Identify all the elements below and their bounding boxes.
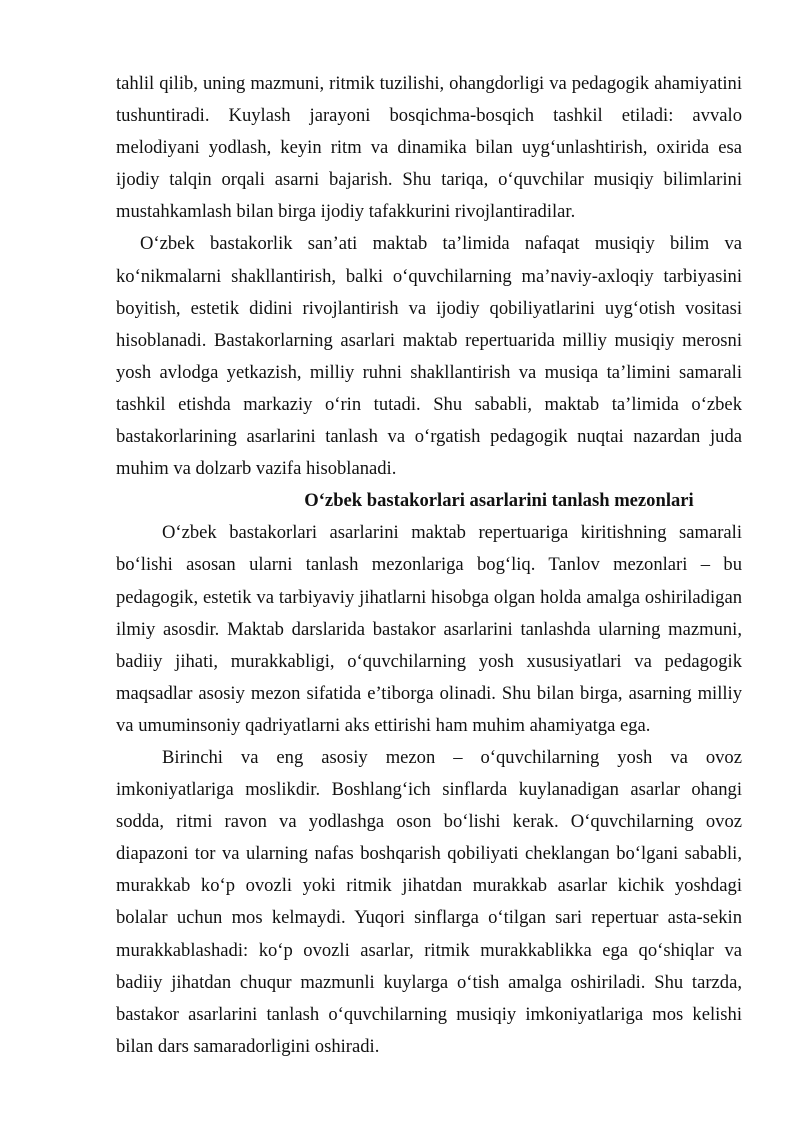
paragraph-birinchi-mezon: Birinchi va eng asosiy mezon – o‘quvchilarning yosh va ovoz imkoniyatlariga moslikdir. Boshlang‘ich sinflarda kuylanadigan asarlar ohangi sodda, ritmi ravon va yodlashga oson bo‘lishi kerak. O‘quvchilarning ovoz diapazoni tor va ularning nafas boshqarish qobiliyati cheklangan bo‘lgani sababli, murakkab ko‘p ovozli yoki ritmik jihatdan murakkab asarlar kichik yoshdagi bolalar uchun mos kelmaydi. Yuqori sinflarga o‘tilgan sari repertuar asta-sekin murakkablashadi: ko‘p ovozli asarlar, ritmik murakkablikka ega qo‘shiqlar va badiiy jihatdan chuqur mazmunli kuylarga o‘tish amalga oshiriladi. Shu tarzda, bastakor asarlarini tanlash o‘quvchilarning musiqiy imkoniyatlariga mos kelishi bilan dars samaradorligini oshiradi. [116,746,742,1057]
section-heading: O‘zbek bastakorlari asarlarini tanlash mezonlari [304,490,694,512]
paragraph-continuation: tahlil qilib, uning mazmuni, ritmik tuzilishi, ohangdorligi va pedagogik ahamiyatini tushuntiradi. Kuylash jarayoni bosqichma-bosqich tashkil etiladi: avvalo melodiyani yodlash, keyin ritm va dinamika bilan uyg‘unlashtirish, oxirida esa ijodiy talqin orqali asarni bajarish. Shu tariqa, o‘quvchilar musiqiy bilimlarini mustahkamlash bilan birga ijodiy tafakkurini rivojlantiradilar. [116,73,742,223]
document-body [116,68,742,1063]
paragraph-tanlash-mezonlari: O‘zbek bastakorlari asarlarini maktab repertuariga kiritishning samarali bo‘lishi asosan ularni tanlash mezonlariga bog‘liq. Tanlov mezonlari – bu pedagogik, estetik va tarbiyaviy jihatlarni hisobga olgan holda amalga oshiriladigan ilmiy asosdir. Maktab darslarida bastakor asarlarini tanlashda ularning mazmuni, badiiy jihati, murakkabligi, o‘quvchilarning yosh xususiyatlari va pedagogik maqsadlar asosiy mezon sifatida e’tiborga olinadi. Shu bilan birga, asarning milliy va umuminsoniy qadriyatlarni aks ettirishi ham muhim ahamiyatga ega. [116,522,742,736]
paragraph-bastakorlik-sanati: O‘zbek bastakorlik san’ati maktab ta’limida nafaqat musiqiy bilim va ko‘nikmalarni shakllantirish, balki o‘quvchilarning ma’naviy-axloqiy tarbiyasini boyitish, estetik didini rivojlantirish va ijodiy qobiliyatlarini uyg‘otish vositasi hisoblanadi. Bastakorlarning asarlari maktab repertuarida milliy musiqiy merosni yosh avlodga yetkazish, milliy ruhni shakllantirish va musiqa ta’limini samarali tashkil etishda markaziy o‘rin tutadi. Shu sababli, maktab ta’limida o‘zbek bastakorlarining asarlarini tanlash va o‘rgatish pedagogik nuqtai nazardan juda muhim va dolzarb vazifa hisoblanadi. [116,233,742,480]
